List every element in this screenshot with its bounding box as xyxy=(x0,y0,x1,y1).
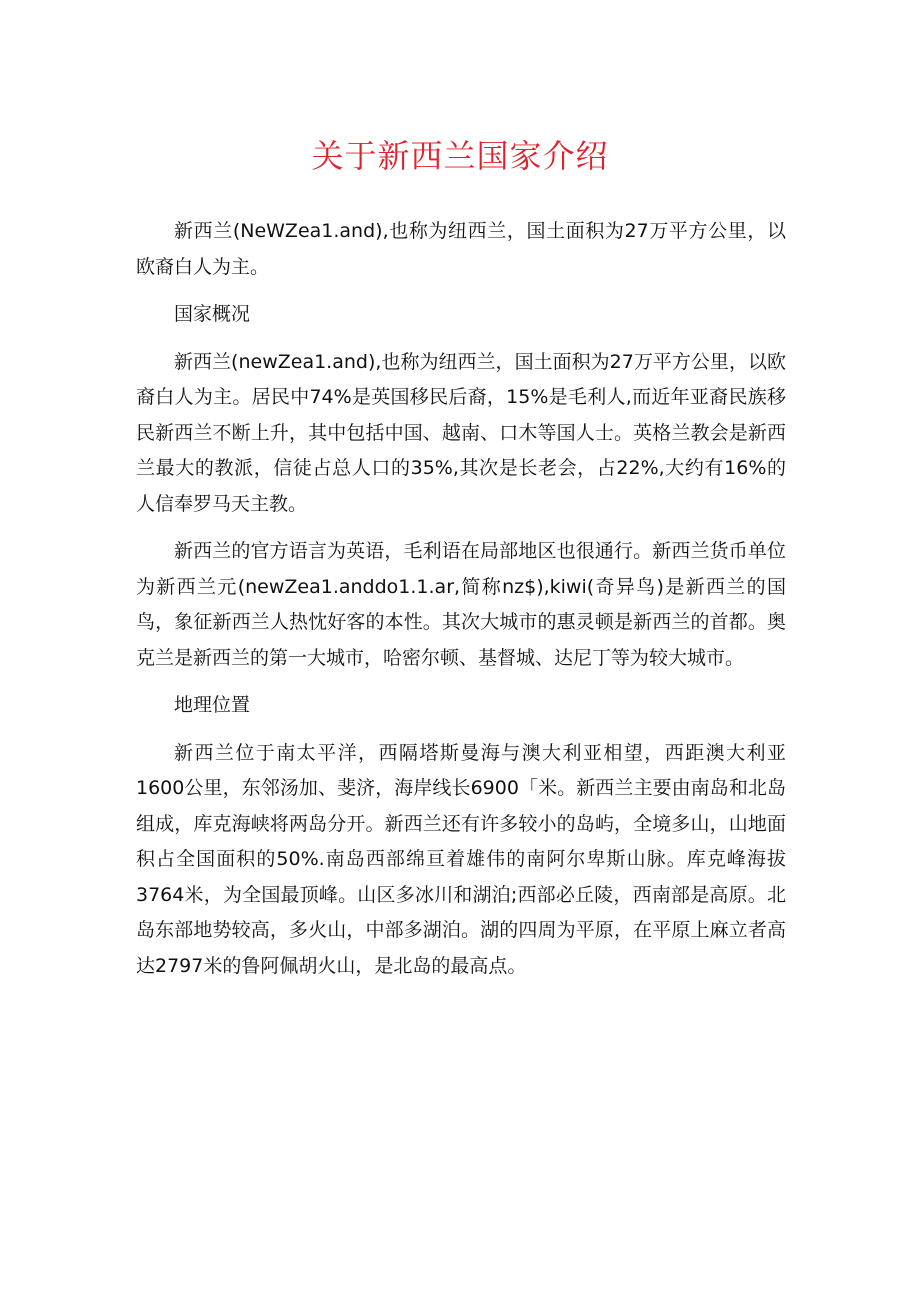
section-heading-geography: 地理位置 xyxy=(174,694,251,716)
overview-paragraph-1: 新西兰(newZea1.and),也称为纽西兰，国土面积为27万平方公里，以欧裔白人为主。居民中74%是英国移民后裔，15%是毛利人,而近年亚裔民族移民新西兰不断上升，其中包括中国、越南、口木等国人士。英格兰教会是新西兰最大的教派，信徒占总人口的35%,其次是长老会，占22%,大约有16%的人信奉罗马天主教。 xyxy=(136,350,786,515)
section-heading-overview: 国家概况 xyxy=(174,303,251,325)
geography-paragraph: 新西兰位于南太平洋，西隔塔斯曼海与澳大利亚相望，西距澳大利亚1600公里，东邻汤加、斐济，海岸线长6900「米。新西兰主要由南岛和北岛组成，库克海峡将两岛分开。新西兰还有许多较小的岛屿，全境多山，山地面积占全国面积的50%.南岛西部绵亘着雄伟的南阿尔卑斯山脉。库克峰海拔3764米，为全国最顶峰。山区多冰川和湖泊;西部必丘陵，西南部是高原。北岛东部地势较高，多火山，中部多湖泊。湖的四周为平原，在平原上麻立者高达2797米的鲁阿佩胡火山，是北岛的最高点。 xyxy=(136,741,786,977)
document-body xyxy=(136,214,786,996)
overview-paragraph-2: 新西兰的官方语言为英语，毛利语在局部地区也很通行。新西兰货币单位为新西兰元(newZea1.anddo1.1.ar,简称nz$),kiwi(奇异鸟)是新西兰的国鸟，象征新西兰人热忱好客的本性。其次大城市的惠灵顿是新西兰的首都。奥克兰是新西兰的第一大城市，哈密尔顿、基督城、达尼丁等为较大城市。 xyxy=(136,540,786,669)
intro-paragraph: 新西兰(NeWZea1.and),也称为纽西兰，国土面积为27万平方公里，以欧裔白人为主。 xyxy=(136,220,786,278)
document-title: 关于新西兰国家介绍 xyxy=(311,137,609,175)
